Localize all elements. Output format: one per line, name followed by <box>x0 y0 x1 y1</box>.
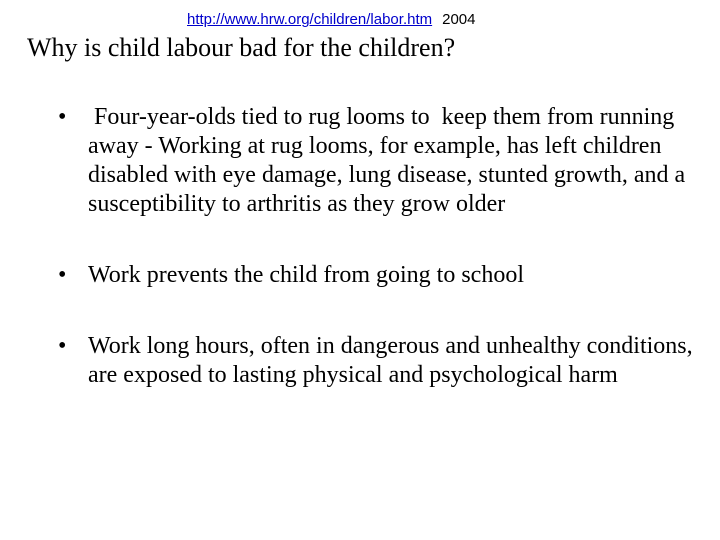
bullet-text: Work prevents the child from going to school <box>88 262 524 288</box>
bullet-item <box>58 332 698 390</box>
bullet-text: Four-year-olds tied to rug looms to keep them from running away - Working at rug looms, for example, has left children disabled with eye damage, lung disease, stunted growth, and a susceptibility to arthritis as they grow older <box>88 104 692 217</box>
bullet-icon: • <box>58 262 67 288</box>
source-citation <box>187 11 476 28</box>
bullet-item <box>58 103 698 219</box>
bullet-text: Work long hours, often in dangerous and unhealthy conditions, are exposed to lasting physical and psychological harm <box>88 333 693 388</box>
bullet-icon: • <box>58 333 67 359</box>
source-year: 2004 <box>442 11 476 28</box>
bullet-icon: • <box>58 104 67 130</box>
source-link[interactable]: http://www.hrw.org/children/labor.htm <box>187 11 433 28</box>
bullet-list <box>58 103 698 432</box>
bullet-item <box>58 261 698 290</box>
slide-title: Why is child labour bad for the children? <box>27 33 456 62</box>
